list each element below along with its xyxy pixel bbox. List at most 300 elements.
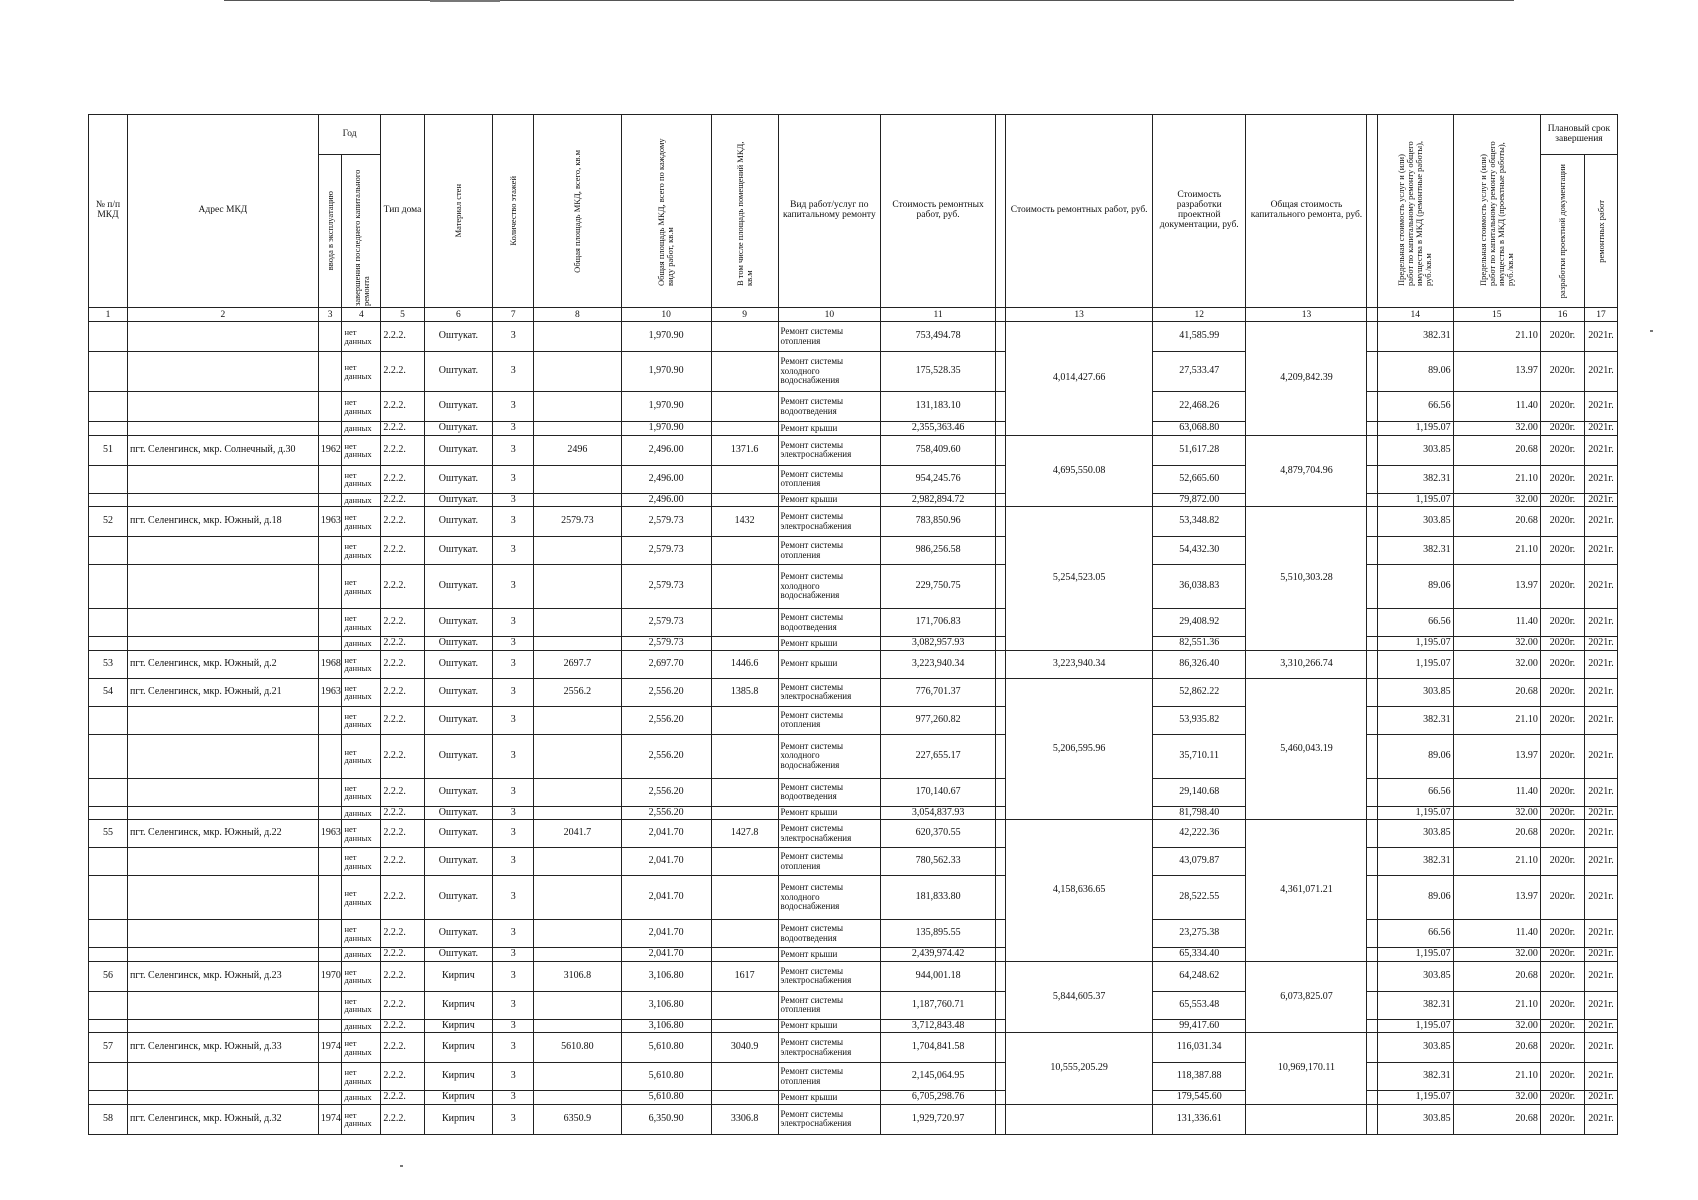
cell-wall-material: Оштукат. — [424, 778, 493, 806]
cell-no — [89, 537, 128, 565]
cell-work-type: Ремонт крыши — [778, 650, 881, 678]
cell-house-type: 2.2.2. — [381, 493, 424, 507]
cell-repair-cost-total: 5,254,523.05 — [1006, 507, 1153, 651]
cell-plan-repair: 2021г. — [1585, 1091, 1618, 1105]
header-year-group: Год — [318, 115, 381, 155]
cell-plan-design: 2020г. — [1540, 565, 1584, 609]
cell-floors: 3 — [493, 422, 534, 436]
cell-address — [127, 322, 318, 352]
cell-area-by-work: 1,970.90 — [621, 422, 711, 436]
cell-design-cost: 65,334.40 — [1153, 948, 1246, 962]
header-limit-design: Предельная стоимость услуг и (или) работ по капитальному ремонту общего имущества в МКД (проектные работы), руб./кв.м — [1453, 115, 1540, 308]
cell-limit-repair: 66.56 — [1377, 609, 1453, 637]
cell-no: 53 — [89, 650, 128, 678]
cell-year-in: 1974 — [318, 1033, 342, 1063]
cell-plan-design: 2020г. — [1540, 422, 1584, 436]
cell-gap — [996, 1033, 1006, 1063]
cell-floors: 3 — [493, 507, 534, 537]
cell-gap — [996, 920, 1006, 948]
cell-floors: 3 — [493, 991, 534, 1019]
cell-premises-area — [711, 609, 778, 637]
cell-area-by-work: 2,556.20 — [621, 706, 711, 734]
cell-limit-repair: 382.31 — [1377, 706, 1453, 734]
header-total-area: Общая площадь МКД, всего, кв.м — [534, 115, 621, 308]
header-work-type: Вид работ/услуг по капитальному ремонту — [778, 115, 881, 308]
cell-total-area — [534, 920, 621, 948]
cell-limit-design: 21.10 — [1453, 1063, 1540, 1091]
cell-premises-area: 1617 — [711, 961, 778, 991]
cell-address — [127, 565, 318, 609]
cell-no — [89, 706, 128, 734]
cell-limit-design: 20.68 — [1453, 678, 1540, 706]
cell-total-cost: 3,310,266.74 — [1246, 650, 1367, 678]
cell-gap — [996, 706, 1006, 734]
table-row — [89, 637, 1618, 651]
cell-plan-design: 2020г. — [1540, 961, 1584, 991]
table-row — [89, 778, 1618, 806]
cell-total-cost: 10,969,170.11 — [1246, 1033, 1367, 1105]
cell-plan-repair: 2021г. — [1585, 493, 1618, 507]
cell-limit-repair: 66.56 — [1377, 778, 1453, 806]
cell-floors: 3 — [493, 920, 534, 948]
cell-gap — [1367, 650, 1377, 678]
cell-plan-design: 2020г. — [1540, 848, 1584, 876]
cell-wall-material: Оштукат. — [424, 678, 493, 706]
cell-gap — [1367, 493, 1377, 507]
cell-house-type: 2.2.2. — [381, 678, 424, 706]
column-number-gap — [1367, 308, 1377, 322]
cell-plan-repair: 2021г. — [1585, 322, 1618, 352]
cell-address — [127, 1063, 318, 1091]
cell-floors: 3 — [493, 392, 534, 422]
cell-design-cost: 179,545.60 — [1153, 1091, 1246, 1105]
cell-limit-repair: 382.31 — [1377, 537, 1453, 565]
cell-floors: 3 — [493, 806, 534, 820]
cell-work-type: Ремонт системы отопления — [778, 848, 881, 876]
column-number: 16 — [1540, 308, 1584, 322]
cell-gap — [996, 352, 1006, 392]
cell-address: пгт. Селенгинск, мкр. Южный, д.22 — [127, 820, 318, 848]
cell-work-type: Ремонт крыши — [778, 1019, 881, 1033]
cell-last-repair: нет данных — [342, 537, 381, 565]
cell-house-type: 2.2.2. — [381, 991, 424, 1019]
cell-repair-cost: 2,145,064.95 — [881, 1063, 996, 1091]
cell-plan-design: 2020г. — [1540, 493, 1584, 507]
cell-gap — [996, 422, 1006, 436]
column-number: 10 — [621, 308, 711, 322]
cell-wall-material: Оштукат. — [424, 322, 493, 352]
cell-wall-material: Кирпич — [424, 991, 493, 1019]
cell-wall-material: Оштукат. — [424, 609, 493, 637]
cell-work-type: Ремонт системы электроснабжения — [778, 1104, 881, 1134]
cell-repair-cost: 229,750.75 — [881, 565, 996, 609]
cell-house-type: 2.2.2. — [381, 806, 424, 820]
cell-design-cost: 51,617.28 — [1153, 435, 1246, 465]
cell-area-by-work: 5,610.80 — [621, 1033, 711, 1063]
table-row — [89, 920, 1618, 948]
cell-limit-repair: 382.31 — [1377, 848, 1453, 876]
cell-last-repair: данных — [342, 1091, 381, 1105]
cell-total-area — [534, 322, 621, 352]
header-year-commission: ввода в эксплуатацию — [318, 155, 342, 308]
cell-work-type: Ремонт крыши — [778, 1091, 881, 1105]
cell-limit-repair: 89.06 — [1377, 352, 1453, 392]
cell-plan-repair: 2021г. — [1585, 961, 1618, 991]
cell-premises-area — [711, 352, 778, 392]
cell-gap — [1367, 948, 1377, 962]
cell-area-by-work: 2,041.70 — [621, 876, 711, 920]
cell-area-by-work: 2,556.20 — [621, 778, 711, 806]
cell-repair-cost: 2,982,894.72 — [881, 493, 996, 507]
cell-repair-cost: 181,833.80 — [881, 876, 996, 920]
table-row — [89, 820, 1618, 848]
cell-design-cost: 23,275.38 — [1153, 920, 1246, 948]
cell-gap — [1367, 920, 1377, 948]
cell-work-type: Ремонт системы холодного водоснабжения — [778, 876, 881, 920]
cell-premises-area: 1446.6 — [711, 650, 778, 678]
cell-total-area — [534, 1019, 621, 1033]
cell-plan-repair: 2021г. — [1585, 706, 1618, 734]
header-repair-cost: Стоимость ремонтных работ, руб. — [881, 115, 996, 308]
cell-repair-cost: 986,256.58 — [881, 537, 996, 565]
cell-design-cost: 29,408.92 — [1153, 609, 1246, 637]
header-repair-cost-total: Стоимость ремонтных работ, руб. — [1006, 115, 1153, 308]
cell-no: 58 — [89, 1104, 128, 1134]
column-number: 15 — [1453, 308, 1540, 322]
cell-work-type: Ремонт крыши — [778, 637, 881, 651]
cell-total-area — [534, 706, 621, 734]
cell-floors: 3 — [493, 734, 534, 778]
cell-last-repair: нет данных — [342, 507, 381, 537]
cell-plan-repair: 2021г. — [1585, 392, 1618, 422]
cell-plan-design: 2020г. — [1540, 1104, 1584, 1134]
cell-work-type: Ремонт системы водоотведения — [778, 778, 881, 806]
cell-work-type: Ремонт системы водоотведения — [778, 392, 881, 422]
cell-limit-repair: 89.06 — [1377, 734, 1453, 778]
cell-last-repair: нет данных — [342, 1033, 381, 1063]
cell-work-type: Ремонт системы отопления — [778, 706, 881, 734]
cell-gap — [1367, 609, 1377, 637]
cell-gap — [1367, 1019, 1377, 1033]
cell-repair-cost: 753,494.78 — [881, 322, 996, 352]
cell-year-in — [318, 322, 342, 352]
cell-premises-area: 3306.8 — [711, 1104, 778, 1134]
cell-wall-material: Кирпич — [424, 1063, 493, 1091]
cell-repair-cost: 170,140.67 — [881, 778, 996, 806]
header-floors: Количество этажей — [493, 115, 534, 308]
cell-wall-material: Оштукат. — [424, 734, 493, 778]
cell-gap — [1367, 1033, 1377, 1063]
cell-design-cost: 36,038.83 — [1153, 565, 1246, 609]
cell-limit-design: 11.40 — [1453, 920, 1540, 948]
cell-plan-design: 2020г. — [1540, 920, 1584, 948]
cell-plan-design: 2020г. — [1540, 1063, 1584, 1091]
cell-premises-area — [711, 778, 778, 806]
cell-limit-design: 20.68 — [1453, 1033, 1540, 1063]
cell-limit-repair: 303.85 — [1377, 1033, 1453, 1063]
cell-repair-cost: 171,706.83 — [881, 609, 996, 637]
header-plan-group: Плановый срок завершения — [1540, 115, 1617, 155]
cell-no — [89, 991, 128, 1019]
cell-last-repair: нет данных — [342, 961, 381, 991]
cell-floors: 3 — [493, 435, 534, 465]
cell-repair-cost-total: 4,695,550.08 — [1006, 435, 1153, 507]
cell-work-type: Ремонт системы электроснабжения — [778, 820, 881, 848]
cell-plan-repair: 2021г. — [1585, 991, 1618, 1019]
column-number: 2 — [127, 308, 318, 322]
cell-limit-repair: 1,195.07 — [1377, 637, 1453, 651]
cell-floors: 3 — [493, 948, 534, 962]
cell-limit-design: 13.97 — [1453, 352, 1540, 392]
cell-gap — [996, 1063, 1006, 1091]
cell-repair-cost: 783,850.96 — [881, 507, 996, 537]
cell-no: 56 — [89, 961, 128, 991]
cell-repair-cost-total: 3,223,940.34 — [1006, 650, 1153, 678]
cell-plan-repair: 2021г. — [1585, 650, 1618, 678]
cell-plan-design: 2020г. — [1540, 435, 1584, 465]
cell-last-repair: нет данных — [342, 565, 381, 609]
cell-repair-cost: 620,370.55 — [881, 820, 996, 848]
cell-wall-material: Оштукат. — [424, 465, 493, 493]
cell-repair-cost: 3,712,843.48 — [881, 1019, 996, 1033]
cell-design-cost: 82,551.36 — [1153, 637, 1246, 651]
table-row — [89, 706, 1618, 734]
cell-floors: 3 — [493, 465, 534, 493]
column-number: 8 — [534, 308, 621, 322]
header-design-cost: Стоимость разработки проектной документации, руб. — [1153, 115, 1246, 308]
cell-address — [127, 948, 318, 962]
cell-no: 54 — [89, 678, 128, 706]
cell-last-repair: нет данных — [342, 920, 381, 948]
cell-gap — [996, 650, 1006, 678]
cell-year-in — [318, 1091, 342, 1105]
cell-limit-repair: 303.85 — [1377, 820, 1453, 848]
cell-limit-repair: 1,195.07 — [1377, 493, 1453, 507]
cell-year-in: 1970 — [318, 961, 342, 991]
cell-last-repair: нет данных — [342, 435, 381, 465]
cell-house-type: 2.2.2. — [381, 637, 424, 651]
cell-gap — [996, 820, 1006, 848]
cell-wall-material: Кирпич — [424, 1019, 493, 1033]
cell-limit-repair: 303.85 — [1377, 961, 1453, 991]
cell-plan-design: 2020г. — [1540, 609, 1584, 637]
cell-limit-design: 20.68 — [1453, 820, 1540, 848]
cell-floors: 3 — [493, 706, 534, 734]
cell-limit-repair: 382.31 — [1377, 991, 1453, 1019]
cell-limit-design: 21.10 — [1453, 706, 1540, 734]
cell-year-in — [318, 637, 342, 651]
cell-last-repair: данных — [342, 637, 381, 651]
cell-design-cost: 29,140.68 — [1153, 778, 1246, 806]
cell-floors: 3 — [493, 1033, 534, 1063]
cell-design-cost: 86,326.40 — [1153, 650, 1246, 678]
cell-gap — [1367, 435, 1377, 465]
cell-floors: 3 — [493, 637, 534, 651]
cell-house-type: 2.2.2. — [381, 778, 424, 806]
cell-gap — [1367, 1063, 1377, 1091]
cell-wall-material: Кирпич — [424, 961, 493, 991]
cell-year-in — [318, 706, 342, 734]
cell-no — [89, 1063, 128, 1091]
cell-area-by-work: 2,579.73 — [621, 507, 711, 537]
cell-total-area — [534, 493, 621, 507]
column-number: 12 — [1153, 308, 1246, 322]
cell-area-by-work: 2,579.73 — [621, 609, 711, 637]
cell-address — [127, 706, 318, 734]
cell-floors: 3 — [493, 820, 534, 848]
cell-wall-material: Кирпич — [424, 1091, 493, 1105]
cell-house-type: 2.2.2. — [381, 820, 424, 848]
cell-plan-design: 2020г. — [1540, 537, 1584, 565]
cell-work-type: Ремонт крыши — [778, 806, 881, 820]
cell-limit-repair: 66.56 — [1377, 392, 1453, 422]
cell-plan-design: 2020г. — [1540, 507, 1584, 537]
cell-repair-cost: 175,528.35 — [881, 352, 996, 392]
table-row — [89, 392, 1618, 422]
cell-total-cost: 4,209,842.39 — [1246, 322, 1367, 436]
cell-last-repair: нет данных — [342, 706, 381, 734]
cell-year-in — [318, 876, 342, 920]
cell-floors: 3 — [493, 493, 534, 507]
header-year-last-repair: завершения последнего капитального ремонта — [342, 155, 381, 308]
cell-gap — [996, 537, 1006, 565]
table-row — [89, 565, 1618, 609]
cell-year-in — [318, 1019, 342, 1033]
cell-premises-area — [711, 734, 778, 778]
header-wall-material: Материал стен — [424, 115, 493, 308]
table-row — [89, 493, 1618, 507]
cell-wall-material: Оштукат. — [424, 537, 493, 565]
cell-house-type: 2.2.2. — [381, 435, 424, 465]
cell-gap — [1367, 778, 1377, 806]
cell-wall-material: Кирпич — [424, 1033, 493, 1063]
cell-gap — [996, 609, 1006, 637]
cell-limit-repair: 382.31 — [1377, 322, 1453, 352]
cell-area-by-work: 2,496.00 — [621, 435, 711, 465]
cell-area-by-work: 3,106.80 — [621, 991, 711, 1019]
cell-address: пгт. Селенгинск, мкр. Южный, д.33 — [127, 1033, 318, 1063]
cell-house-type: 2.2.2. — [381, 565, 424, 609]
cell-no — [89, 920, 128, 948]
cell-last-repair: нет данных — [342, 734, 381, 778]
cell-floors: 3 — [493, 537, 534, 565]
cell-total-cost: 4,361,071.21 — [1246, 820, 1367, 962]
cell-no — [89, 806, 128, 820]
cell-plan-design: 2020г. — [1540, 352, 1584, 392]
cell-total-area — [534, 806, 621, 820]
cell-total-area: 2496 — [534, 435, 621, 465]
cell-plan-design: 2020г. — [1540, 948, 1584, 962]
cell-floors: 3 — [493, 650, 534, 678]
header-plan-repair: ремонтных работ — [1585, 155, 1618, 308]
cell-house-type: 2.2.2. — [381, 948, 424, 962]
cell-limit-design: 21.10 — [1453, 322, 1540, 352]
cell-plan-repair: 2021г. — [1585, 848, 1618, 876]
cell-work-type: Ремонт системы отопления — [778, 991, 881, 1019]
cell-gap — [1367, 537, 1377, 565]
cell-premises-area — [711, 322, 778, 352]
cell-limit-design: 20.68 — [1453, 1104, 1540, 1134]
cell-gap — [1367, 706, 1377, 734]
cell-wall-material: Оштукат. — [424, 820, 493, 848]
table-row — [89, 537, 1618, 565]
cell-design-cost: 63,068.80 — [1153, 422, 1246, 436]
table-row — [89, 1063, 1618, 1091]
cell-last-repair: нет данных — [342, 465, 381, 493]
cell-design-cost: 53,935.82 — [1153, 706, 1246, 734]
cell-year-in — [318, 920, 342, 948]
cell-house-type: 2.2.2. — [381, 465, 424, 493]
cell-design-cost: 52,665.60 — [1153, 465, 1246, 493]
repair-program-table — [88, 114, 1618, 1135]
column-number: 13 — [1246, 308, 1367, 322]
table-row — [89, 734, 1618, 778]
cell-no — [89, 1019, 128, 1033]
cell-address — [127, 876, 318, 920]
cell-plan-repair: 2021г. — [1585, 435, 1618, 465]
cell-total-area — [534, 565, 621, 609]
cell-limit-repair: 382.31 — [1377, 465, 1453, 493]
cell-limit-design: 21.10 — [1453, 991, 1540, 1019]
cell-premises-area — [711, 991, 778, 1019]
cell-design-cost: 52,862.22 — [1153, 678, 1246, 706]
cell-work-type: Ремонт системы холодного водоснабжения — [778, 565, 881, 609]
cell-last-repair: нет данных — [342, 778, 381, 806]
column-number: 1 — [89, 308, 128, 322]
column-number: 17 — [1585, 308, 1618, 322]
table-row — [89, 1033, 1618, 1063]
cell-floors: 3 — [493, 848, 534, 876]
cell-premises-area: 1432 — [711, 507, 778, 537]
header-area-by-work: Общая площадь МКД, всего по каждому виду работ, кв.м — [621, 115, 711, 308]
cell-limit-design: 32.00 — [1453, 650, 1540, 678]
cell-area-by-work: 2,041.70 — [621, 848, 711, 876]
cell-area-by-work: 2,041.70 — [621, 920, 711, 948]
cell-plan-design: 2020г. — [1540, 678, 1584, 706]
cell-limit-repair: 1,195.07 — [1377, 422, 1453, 436]
cell-address — [127, 1019, 318, 1033]
cell-limit-design: 13.97 — [1453, 565, 1540, 609]
table-row — [89, 991, 1618, 1019]
cell-no — [89, 734, 128, 778]
cell-total-area — [534, 537, 621, 565]
cell-design-cost: 53,348.82 — [1153, 507, 1246, 537]
cell-limit-design: 21.10 — [1453, 537, 1540, 565]
cell-area-by-work: 3,106.80 — [621, 961, 711, 991]
cell-plan-repair: 2021г. — [1585, 1063, 1618, 1091]
cell-address — [127, 493, 318, 507]
cell-gap — [996, 392, 1006, 422]
cell-plan-repair: 2021г. — [1585, 609, 1618, 637]
cell-plan-design: 2020г. — [1540, 1091, 1584, 1105]
cell-area-by-work: 2,041.70 — [621, 820, 711, 848]
cell-total-area: 2697.7 — [534, 650, 621, 678]
table-row — [89, 352, 1618, 392]
cell-last-repair: нет данных — [342, 678, 381, 706]
cell-address — [127, 778, 318, 806]
cell-year-in — [318, 991, 342, 1019]
cell-plan-design: 2020г. — [1540, 650, 1584, 678]
cell-gap — [996, 734, 1006, 778]
cell-plan-repair: 2021г. — [1585, 565, 1618, 609]
table-row — [89, 609, 1618, 637]
cell-design-cost: 43,079.87 — [1153, 848, 1246, 876]
cell-gap — [996, 848, 1006, 876]
cell-last-repair: данных — [342, 1019, 381, 1033]
cell-work-type: Ремонт системы электроснабжения — [778, 1033, 881, 1063]
cell-gap — [1367, 322, 1377, 352]
cell-address — [127, 848, 318, 876]
